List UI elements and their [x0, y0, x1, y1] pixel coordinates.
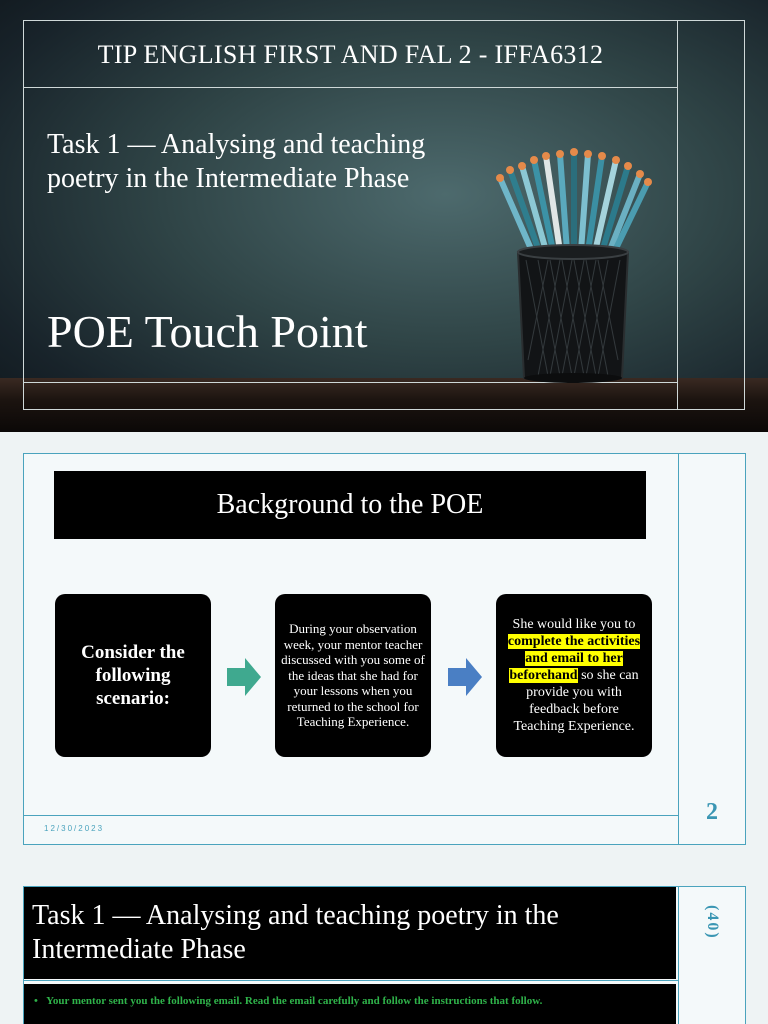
scenario-text: Consider the following scenario: — [81, 642, 185, 709]
observation-text: During your observation week, your mentor teacher discussed with you some of the ideas that she had for your lessons when you returned to the school for Teaching Experience. — [281, 621, 425, 730]
instruction-text: Your mentor sent you the following email. Read the email carefully and follow the instructions that follow. — [46, 995, 543, 1007]
background-slide — [23, 453, 746, 845]
arrow-right-icon — [448, 658, 482, 696]
title-slide — [0, 0, 768, 432]
frame-divider-vertical — [678, 454, 679, 844]
frame-divider-title — [24, 980, 678, 981]
course-title: TIP ENGLISH FIRST AND FAL 2 - IFFA6312 — [97, 40, 604, 69]
arrow-right-icon — [227, 658, 261, 696]
request-text-pre: She would like you to — [512, 617, 636, 632]
request-highlight: complete the activities and email to her beforehand — [507, 634, 641, 683]
slide-title: Background to the POE — [54, 471, 646, 539]
marks-label — [678, 905, 746, 975]
request-text — [504, 616, 644, 735]
page-number: 2 — [706, 799, 718, 825]
frame-divider-top — [23, 87, 678, 88]
request-box — [496, 594, 652, 757]
frame-divider-footer — [24, 815, 678, 816]
marks-text: (40) — [704, 905, 721, 940]
observation-box — [275, 594, 431, 757]
task-title: Task 1 — Analysing and teaching poetry in the Intermediate Phase — [47, 129, 426, 194]
task-slide — [23, 886, 746, 1024]
task-slide-title: Task 1 — Analysing and teaching poetry in the Intermediate Phase — [24, 887, 676, 979]
slide-date: 12/30/2023 — [44, 824, 105, 833]
pencil-cup-icon — [488, 140, 658, 385]
instruction-bullet: • Your mentor sent you the following email. Read the email carefully and follow the instructions that follow. — [34, 995, 543, 1007]
slide-heading: POE Touch Point — [47, 306, 368, 357]
request-text-post: so she can provide you with feedback before Teaching Experience. — [513, 668, 639, 734]
scenario-box — [55, 594, 211, 757]
frame-divider-vertical — [677, 20, 678, 410]
